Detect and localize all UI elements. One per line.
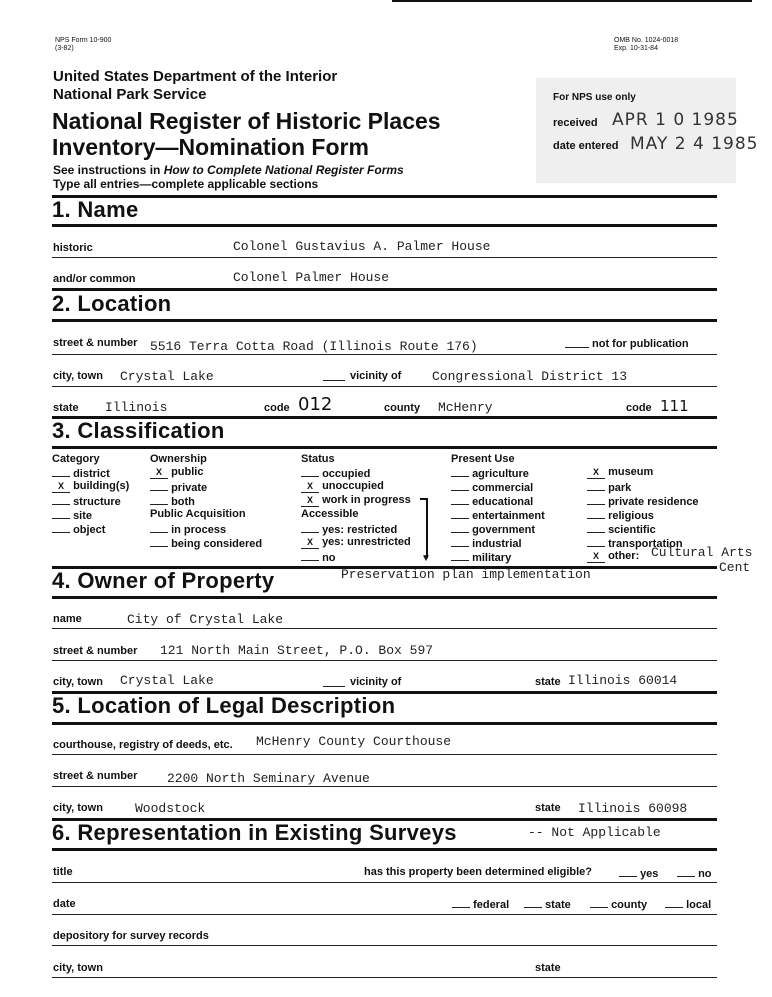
service: National Park Service [53, 86, 207, 103]
historic-label: historic [53, 242, 93, 254]
checkbox-local[interactable]: local [665, 897, 711, 911]
checkbox-other[interactable]: X other: [587, 550, 639, 563]
checkbox-both[interactable]: both [150, 494, 195, 508]
other-use-continued: Cent [719, 560, 751, 575]
survey-date-label: date [53, 898, 76, 910]
survey-city-underline [52, 977, 717, 978]
county-label: county [384, 402, 421, 414]
checkbox-transportation[interactable]: transportation [587, 536, 683, 550]
owner-street: 121 North Main Street, P.O. Box 597 [160, 643, 434, 658]
legal-city: Woodstock [135, 801, 206, 816]
ownership-heading: Ownership [150, 453, 207, 465]
owner-state: Illinois 60014 [568, 673, 678, 688]
checkbox-yes-restricted[interactable]: yes: restricted [301, 522, 397, 536]
section-2-bottom-rule [52, 319, 717, 322]
down-arrow-icon: ▼ [421, 553, 431, 564]
section-1-bottom-rule [52, 224, 717, 227]
legal-state-label: state [535, 802, 561, 814]
county-code-value: 111 [660, 397, 689, 415]
city-underline [52, 386, 717, 387]
form-date: (3-82) [55, 45, 74, 52]
owner-city-label: city, town [53, 676, 103, 688]
section-5-bottom-rule [52, 722, 717, 725]
nfp-blank [565, 347, 589, 348]
street-number-label: street & number [53, 337, 138, 349]
owner-name-label: name [53, 613, 82, 625]
legal-street-underline [52, 786, 717, 787]
category-heading: Category [52, 453, 100, 465]
street-address: 5516 Terra Cotta Road (Illinois Route 176) [150, 339, 478, 354]
state-label: state [53, 402, 79, 414]
owner-state-label: state [535, 676, 561, 688]
courthouse-value: McHenry County Courthouse [256, 734, 452, 749]
checkbox-educational[interactable]: educational [451, 494, 533, 508]
depository-label: depository for survey records [53, 930, 209, 942]
checkbox-government[interactable]: government [451, 522, 535, 536]
department: United States Department of the Interior [53, 68, 338, 85]
preservation-note: Preservation plan implementation [341, 567, 591, 582]
owner-name-underline [52, 628, 717, 629]
checkbox-buildings[interactable]: X building(s) [52, 480, 129, 493]
checkbox-site[interactable]: site [52, 508, 92, 522]
historic-underline [52, 257, 717, 258]
section-5-title: 5. Location of Legal Description [52, 693, 396, 718]
section-4-bottom-rule [52, 596, 717, 599]
checkbox-military[interactable]: military [451, 550, 511, 564]
checkbox-religious[interactable]: religious [587, 508, 654, 522]
common-name: Colonel Palmer House [233, 270, 390, 285]
common-name-label: and/or common [53, 273, 136, 285]
city-value: Crystal Lake [120, 369, 214, 384]
checkbox-structure[interactable]: structure [52, 494, 121, 508]
date-entered-stamp: MAY 2 4 1985 [630, 134, 759, 154]
section-2-title: 2. Location [52, 291, 172, 316]
received-stamp: APR 1 0 1985 [612, 110, 739, 130]
form-title-1: National Register of Historic Places [52, 108, 441, 134]
status-heading: Status [301, 453, 335, 465]
checkbox-private[interactable]: private [150, 480, 207, 494]
section-4-title: 4. Owner of Property [52, 568, 275, 593]
county-value: McHenry [438, 400, 493, 415]
instructions-line-1: See instructions in How to Complete National Register Forms [53, 163, 404, 177]
historic-name: Colonel Gustavius A. Palmer House [233, 239, 491, 254]
state-value: Illinois [105, 400, 168, 415]
depository-underline [52, 945, 717, 946]
other-use-value: Cultural Arts [651, 545, 753, 560]
not-for-publication-label: not for publication [592, 338, 689, 350]
state-code-value: 012 [298, 394, 333, 415]
survey-state-label: state [535, 962, 561, 974]
expiration: Exp. 10-31-84 [614, 45, 658, 52]
checkbox-object[interactable]: object [52, 522, 105, 536]
checkbox-industrial[interactable]: industrial [451, 536, 522, 550]
checkbox-agriculture[interactable]: agriculture [451, 466, 529, 480]
instructions-line-2: Type all entries—complete applicable sections [53, 177, 319, 191]
checkbox-unoccupied[interactable]: X unoccupied [301, 480, 384, 493]
checkbox-yes-unrestricted[interactable]: X yes: unrestricted [301, 536, 411, 549]
owner-vicinity-blank [323, 686, 345, 687]
checkbox-county[interactable]: county [590, 897, 647, 911]
owner-street-label: street & number [53, 645, 138, 657]
courthouse-label: courthouse, registry of deeds, etc. [53, 739, 233, 751]
section-1-top-rule [52, 195, 717, 198]
nps-use-label: For NPS use only [553, 92, 636, 103]
checkbox-eligible-yes[interactable]: yes [619, 866, 658, 880]
top-border-line [392, 0, 752, 2]
section-1-title: 1. Name [52, 197, 139, 222]
date-entered-label: date entered [553, 140, 619, 152]
checkbox-work-in-progress[interactable]: X work in progress [301, 494, 411, 507]
state-code-label: code [264, 402, 290, 414]
street-underline [52, 354, 717, 355]
checkbox-public[interactable]: X public [150, 466, 203, 479]
omb-number: OMB No. 1024-0018 [614, 37, 679, 44]
acquisition-heading: Public Acquisition [150, 508, 246, 520]
owner-city: Crystal Lake [120, 673, 214, 688]
received-label: received [553, 117, 598, 129]
city-label: city, town [53, 370, 103, 382]
checkbox-no[interactable]: no [301, 550, 336, 564]
owner-street-underline [52, 660, 717, 661]
accessible-heading: Accessible [301, 508, 359, 520]
vicinity-blank [323, 380, 345, 381]
section-6-title: 6. Representation in Existing Surveys [52, 820, 457, 845]
form-title-2: Inventory—Nomination Form [52, 134, 369, 160]
district-value: Congressional District 13 [432, 369, 628, 384]
checkbox-private-residence[interactable]: private residence [587, 494, 699, 508]
legal-state: Illinois 60098 [578, 801, 688, 816]
vicinity-label: vicinity of [350, 370, 402, 382]
legal-street-label: street & number [53, 770, 138, 782]
owner-name: City of Crystal Lake [127, 612, 284, 627]
survey-city-label: city, town [53, 962, 103, 974]
survey-title-label: title [53, 866, 73, 878]
checkbox-state[interactable]: state [524, 897, 571, 911]
owner-vicinity-label: vicinity of [350, 676, 402, 688]
form-number: NPS Form 10-900 [55, 37, 112, 44]
present-use-heading: Present Use [451, 453, 515, 465]
section-3-title: 3. Classification [52, 418, 225, 443]
checkbox-in-process[interactable]: in process [150, 522, 226, 536]
survey-date-underline [52, 914, 717, 915]
bracket-line [426, 498, 428, 558]
county-code-label: code [626, 402, 652, 414]
section-6-bottom-rule [52, 848, 717, 851]
checkbox-district[interactable]: district [52, 466, 110, 480]
courthouse-underline [52, 754, 717, 755]
section-3-bottom-rule [52, 446, 717, 449]
checkbox-commercial[interactable]: commercial [451, 480, 533, 494]
checkbox-eligible-no[interactable]: no [677, 866, 712, 880]
eligible-question: has this property been determined eligible? [364, 866, 592, 878]
checkbox-scientific[interactable]: scientific [587, 522, 656, 536]
legal-city-label: city, town [53, 802, 103, 814]
not-applicable-note: -- Not Applicable [528, 825, 661, 840]
checkbox-federal[interactable]: federal [452, 897, 509, 911]
legal-street: 2200 North Seminary Avenue [167, 771, 370, 786]
checkbox-museum[interactable]: X museum [587, 466, 653, 479]
checkbox-park[interactable]: park [587, 480, 631, 494]
checkbox-occupied[interactable]: occupied [301, 466, 370, 480]
checkbox-entertainment[interactable]: entertainment [451, 508, 545, 522]
survey-title-underline [52, 882, 717, 883]
checkbox-being-considered[interactable]: being considered [150, 536, 262, 550]
